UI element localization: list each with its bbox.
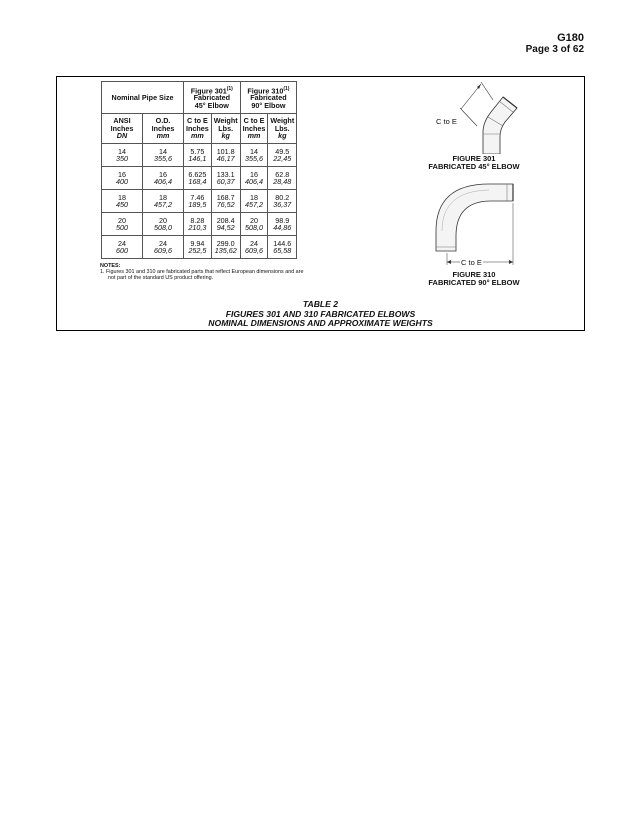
table-cell: 8.28 210,3 xyxy=(184,213,212,236)
table-cell: 9.94 252,5 xyxy=(184,236,212,259)
table-cell: 24 609,6 xyxy=(143,236,184,259)
elbow-45-drawing xyxy=(455,82,525,154)
table-cell: 168.7 76,52 xyxy=(211,190,240,213)
subheader-cell: O.D. Inches mm xyxy=(143,114,184,144)
table-cell: 7.46 189,5 xyxy=(184,190,212,213)
figure-301-label: FIGURE 301 FABRICATED 45° ELBOW xyxy=(428,154,520,172)
header-figure-310: Figure 310$^{(1)}$ Fabricated 90° Elbow xyxy=(240,82,297,114)
table-cell: 6.625 168,4 xyxy=(184,167,212,190)
table-row xyxy=(102,190,297,213)
table-cell: 208.4 94,52 xyxy=(211,213,240,236)
table-cell: 49.5 22,45 xyxy=(268,144,297,167)
table-cell: 62.8 28,48 xyxy=(268,167,297,190)
table-row xyxy=(102,167,297,190)
table-cell: 18 457,2 xyxy=(240,190,268,213)
table-cell: 24 600 xyxy=(102,236,143,259)
table-cell: 20 508,0 xyxy=(143,213,184,236)
table-cell: 14 355,6 xyxy=(240,144,268,167)
table-cell: 18 450 xyxy=(102,190,143,213)
table-cell: 20 508,0 xyxy=(240,213,268,236)
table-row xyxy=(102,144,297,167)
fig301-dimension-label: C to E xyxy=(436,117,457,126)
dimensions-table xyxy=(101,81,297,259)
caption-line-3: NOMINAL DIMENSIONS AND APPROXIMATE WEIGHTS xyxy=(208,318,433,329)
page-header xyxy=(526,32,584,56)
table-cell: 16 400 xyxy=(102,167,143,190)
table-row xyxy=(102,213,297,236)
table-cell: 18 457,2 xyxy=(143,190,184,213)
header-figure-301: Figure 301$^{(1)}$ Fabricated 45° Elbow xyxy=(184,82,241,114)
table-cell: 14 355,6 xyxy=(143,144,184,167)
caption-line-1: TABLE 2 xyxy=(302,299,339,309)
subheader-cell: Weight Lbs. kg xyxy=(211,114,240,144)
table-row xyxy=(102,236,297,259)
table-cell: 5.75 146,1 xyxy=(184,144,212,167)
caption-line-2: FIGURES 301 AND 310 FABRICATED ELBOWS xyxy=(225,308,416,319)
page-number: Page 3 of 62 xyxy=(525,44,584,55)
subheader-cell: C to E Inches mm xyxy=(184,114,212,144)
subheader-cell: Weight Lbs. kg xyxy=(268,114,297,144)
table-caption xyxy=(57,300,584,329)
table-cell: 16 406,4 xyxy=(240,167,268,190)
table-header-row xyxy=(102,82,297,114)
figure-310-label: FIGURE 310 FABRICATED 90° ELBOW xyxy=(428,270,520,288)
subheader-cell: ANSI Inches DN xyxy=(102,114,143,144)
table-notes xyxy=(100,263,303,282)
document-code: G180 xyxy=(557,32,584,44)
table-cell: 14 350 xyxy=(102,144,143,167)
table-cell: 299.0 135,62 xyxy=(211,236,240,259)
table-cell: 20 500 xyxy=(102,213,143,236)
table-subheader-row xyxy=(102,114,297,144)
notes-title: NOTES: xyxy=(100,263,121,269)
subheader-cell: C to E Inches mm xyxy=(240,114,268,144)
header-nominal-pipe-size: Nominal Pipe Size xyxy=(102,82,184,114)
table-cell: 16 406,4 xyxy=(143,167,184,190)
note-line-1: 1. Figures 301 and 310 are fabricated parts that reflect European dimensions and are xyxy=(100,269,304,276)
table-cell: 80.2 36,37 xyxy=(268,190,297,213)
table-cell: 144.6 65,58 xyxy=(268,236,297,259)
table-cell: 133.1 60,37 xyxy=(211,167,240,190)
fig310-dimension-label: C to E xyxy=(461,258,482,267)
table-cell: 98.9 44,86 xyxy=(268,213,297,236)
note-line-2: not part of the standard US product offering. xyxy=(108,275,214,282)
elbow-90-drawing xyxy=(433,181,529,265)
table-cell: 101.8 46,17 xyxy=(211,144,240,167)
table-frame xyxy=(56,76,585,331)
table-cell: 24 609,6 xyxy=(240,236,268,259)
